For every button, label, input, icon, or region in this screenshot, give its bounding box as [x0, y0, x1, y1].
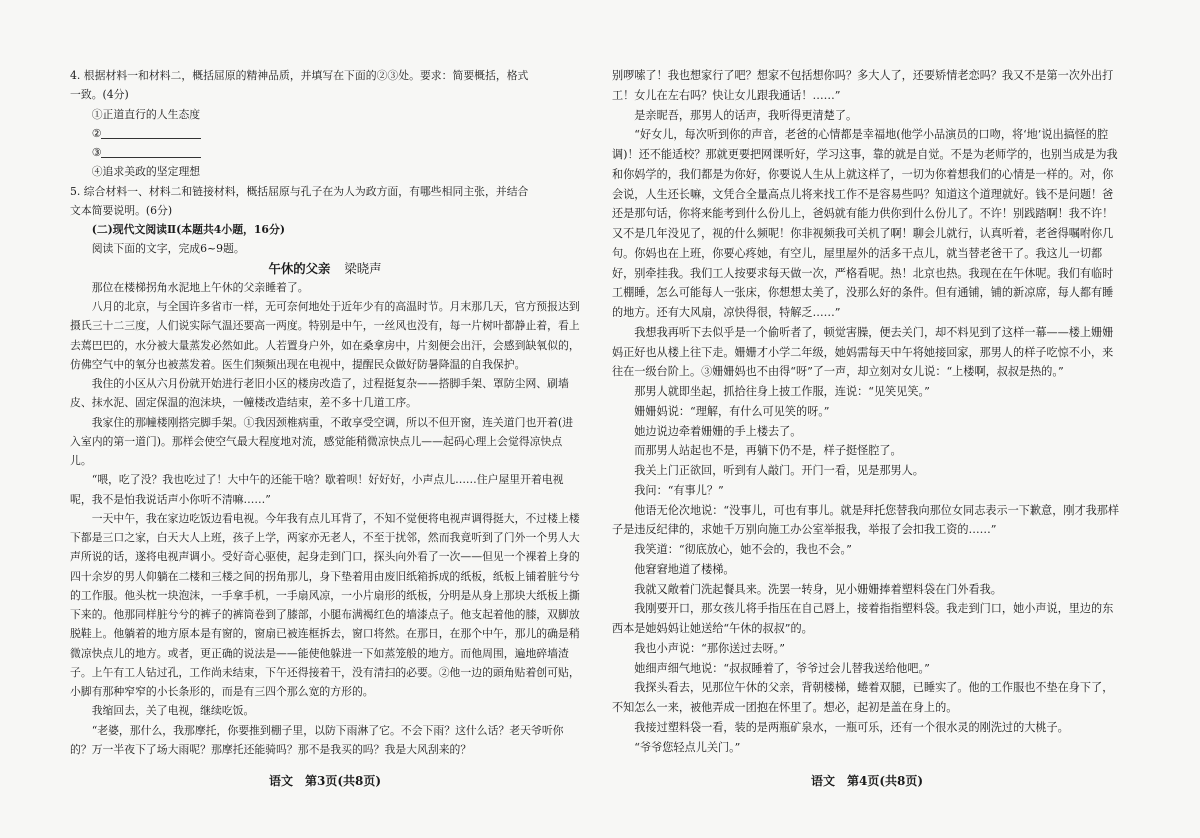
story-paragraph: 我探头看去，见那位午休的父亲，背朝楼梯，蜷着双腿，已睡实了。他的工作服也不垫在身下了，不知怎么一来，被他弄成一团抱在怀里了。想必，起初是盖在身上的。 [612, 681, 1114, 714]
story-paragraph: 是亲昵吾，那男人的话声，我听得更清楚了。 [634, 108, 858, 122]
story-paragraph: 我就又敞着门洗起餐具来。洗罢一转身，见小姗姗捧着塑料袋在门外看我。 [634, 582, 1002, 596]
story-title-line [70, 259, 580, 278]
page-4-content [612, 66, 1122, 757]
story-paragraph: 八月的北京，与全国许多省市一样，无可奈何地处于近年少有的高温时节。月末那几天，官方预报达到摄氏三十二三度，人们说实际气温还要高一两度。特别是中午，一丝风也没有，每一片树叶都静止着，看上去蔫巴巴的，水分被大量蒸发必然如此。人若置身户外，如在桑拿房中，片刻便会出汗，会感到缺氧似的，仿佛空气中的氧分也被蒸发着。医生们频频出现在电视中，提醒民众做好防暑降温的自我保护。 [70, 300, 580, 371]
story-paragraph: 别啰嗦了！我也想家行了吧？想家不包括想你吗？多大人了，还要矫情老恋吗？我又不是第一次外出打工！女儿在左右吗？快让女儿跟我通话！……” [612, 69, 1114, 102]
story-paragraph: 我笑道：“彻底放心，她不会的，我也不会。” [634, 543, 852, 556]
question-4-prompt: 4. 根据材料一和材料二，概括屈原的精神品质，并填写在下面的②③处。要求：简要概括，格式 [70, 69, 529, 82]
story-paragraph: 而那男人站起也不是，再躺下仍不是，样子挺怪腔了。 [634, 444, 902, 458]
story-paragraph: 他窘窘地道了楼梯。 [634, 562, 735, 576]
story-paragraph: 我刚要开口，那女孩儿将手指压在自己唇上，接着指指塑料袋。我走到门口，她小声说，里边的东西本是她妈妈让她送给“午休的叔叔”的。 [612, 602, 1114, 635]
page-4-column [612, 0, 1122, 838]
story-author: 梁晓声 [344, 260, 382, 276]
story-paragraph: “爷爷您轻点儿关门。” [634, 740, 741, 754]
question-5-prompt: 5. 综合材料一、材料二和链接材料，概括屈原与孔子在为人为政方面，有哪些相同主张，并结合 [70, 184, 529, 198]
question-5-prompt-cont: 文本简要说明。(6分) [70, 203, 173, 217]
story-paragraph: 我想我再听下去似乎是一个偷听者了，顿觉害臊，便去关门，却不料见到了这样一幕——楼上姗姗妈正好也从楼上往下走。姗姗才小学二年级，她妈需每天中午将她接回家，那男人的样子吃惊不小，来往在一级台阶上。③姗姗妈也不由得“呀”了一声，却立刻对女儿说：“上楼啊，叔叔是热的。” [612, 325, 1114, 379]
question-4-item-3: ③ [70, 143, 580, 162]
story-paragraph: “喂，吃了没？我也吃过了！大中午的还能干啥？歇着呗！好好好，小声点儿……住户屋里开着电视呢，我不是怕我说话声小你听不清嘛……” [70, 473, 564, 506]
question-4-item-4: ④追求美政的坚定理想 [91, 165, 201, 179]
story-paragraph: 我接过塑料袋一看，装的是两瓶矿泉水，一瓶可乐，还有一个很水灵的刚洗过的大桃子。 [634, 720, 1069, 734]
story-title: 午休的父亲 [268, 260, 331, 276]
page-4-footer: 语文 第4页(共8页) [810, 774, 924, 788]
story-paragraph: 她细声细气地说：“叔叔睡着了，爷爷过会儿替我送给他吧。” [634, 661, 930, 675]
section-instruction: 阅读下面的文字，完成6~9题。 [91, 242, 245, 256]
story-paragraph: 那男人就即坐起，抓拾往身上披工作服，连说：“见笑见笑。” [634, 385, 930, 398]
section-heading: (二)现代文阅读Ⅱ(本题共4小题，16分) [91, 223, 285, 236]
page-3-content [70, 66, 580, 759]
story-paragraph: 那位在楼梯拐角水泥地上午休的父亲睡着了。 [91, 280, 309, 294]
question-4-prompt-cont: 一致。(4分) [70, 88, 129, 102]
story-paragraph: 他语无伦次地说：“没事儿，可也有事儿。就是拜托您替我向那位女同志表示一下歉意，刚才我那样子是违反纪律的，求她千万别向施工办公室举报我，举报了会扣我工资的……” [612, 503, 1120, 537]
story-paragraph: 我家住的那幢楼刚搭完脚手架。①我因颈椎病重，不敢享受空调，所以不但开窗，连关道门也开着(进入室内的第一道门)。那样会使空气最大程度地对流，感觉能稍微凉快点儿——起码心理上会觉得凉快点儿。 [70, 415, 574, 467]
story-paragraph: 她边说边牵着姗姗的手上楼去了。 [634, 424, 802, 438]
story-paragraph: “老婆，那什么，我那摩托，你要推到棚子里，以防下雨淋了它。不会下雨？这什么话？老天爷听你的？万一半夜下了场大雨呢？那摩托还能骑吗？那不是我买的吗？我是大风刮来的？ [70, 723, 564, 756]
page-3-column [70, 0, 580, 838]
story-paragraph: 我住的小区从六月份就开始进行老旧小区的楼房改造了，过程挺复杂——搭脚手架、罩防尘网、刷墙皮、抹水泥、固定保温的泡沫块，一幢楼改造结束，差不多十几道工序。 [70, 377, 569, 410]
story-paragraph: 我缩回去，关了电视，继续吃饭。 [91, 704, 255, 718]
story-paragraph: 姗姗妈说：“理解，有什么可见笑的呀。” [634, 404, 830, 418]
story-paragraph: 我也小声说：“那你送过去呀。” [634, 641, 785, 655]
question-4-item-2: ② [70, 124, 580, 143]
answer-blank-3[interactable] [101, 145, 201, 158]
answer-blank-2[interactable] [101, 126, 201, 139]
page-3-footer: 语文 第3页(共8页) [268, 774, 382, 788]
story-paragraph: “好女儿，每次听到你的声音，老爸的心情都是幸福地(他学小品演员的口吻，将‘地’说出搞怪的腔调)！还不能适校？那就更要把网课听好，学习这事，靠的就是自觉。不是为老师学的，也别当成是为我和你妈学的，我们都是为你好，你要说人生从上就这样了，一切为你着想我们的心情是一样的。对，你会说，人生还长嘛，文凭合全量高点儿将来找工作不是容易些吗？知道这个道理就好。钱不是问题！爸还是那句话，你将来能考到什么份儿上，爸妈就有能力供你到什么份儿了。不许！别践踏啊！我不许！又不是几年没见了，视的什么频呢！你非视频我可关机了啊！聊会儿就行，认真听着，老爸得嘱咐你几句。你妈也在上班，你要心疼她，有空儿，屋里屋外的活多干点儿，就当替老爸干了。我这儿一切都好，别牵挂我。我们工人按要求每天做一次，严格看呢。热！北京也热。我现在在午休呢。我们有临时工棚睡，怎么可能每人一张床，你想想太美了，没那么好的条件。但有通铺，铺的新凉席，每人都有睡的地方。还有大风扇，凉快得很，特解乏……” [612, 128, 1118, 319]
story-paragraph: 我问：“有事儿？” [634, 483, 724, 497]
story-paragraph: 我关上门正欲回，听到有人敲门。开门一看，见是那男人。 [634, 464, 924, 477]
question-4-item-1: ①正道直行的人生态度 [91, 107, 201, 121]
story-paragraph: 一天中午，我在家边吃饭边看电视。今年我有点儿耳背了，不知不觉便将电视声调得挺大，不过楼上楼下都是三口之家，白天大人上班，孩子上学，两家亦无老人，不至于扰邻，然而我竟听到了门外一个男人大声所说的话，遂将电视声调小。受好奇心驱使，起身走到门口，探头向外看了一次——但见一个裸着上身的四十余岁的男人仰躺在二楼和三楼之间的拐角那儿，身下垫着用由废旧纸箱拆成的纸板，纸板上铺着脏兮兮的工作服。他头枕一块泡沫，一手拿手机，一手扇风凉，一小片扇形的纸板，分明是从身上那块大纸板上撕下来的。他那同样脏兮兮的裤子的裤筒卷到了膝部，小腿布满褐红色的墙漆点子。他支起着他的膝，双脚放脱鞋上。他躺着的地方原本是有窗的，窗扇已被连框拆去，窗口将然。在那日，在那个中午，那儿的确是稍微凉快点儿的地方。或者，更正确的说法是——能使他躲进一下如蒸笼般的地方。而他周围，遍地碎墙渣子。上午有工人钻过孔，工作尚未结束，下午还得接着干，没有清扫的必要。②他一边的頭角贴着创可贴，小脚有那种窄窄的小长条形的，而是有三四个那么宽的方形的。 [70, 511, 580, 698]
